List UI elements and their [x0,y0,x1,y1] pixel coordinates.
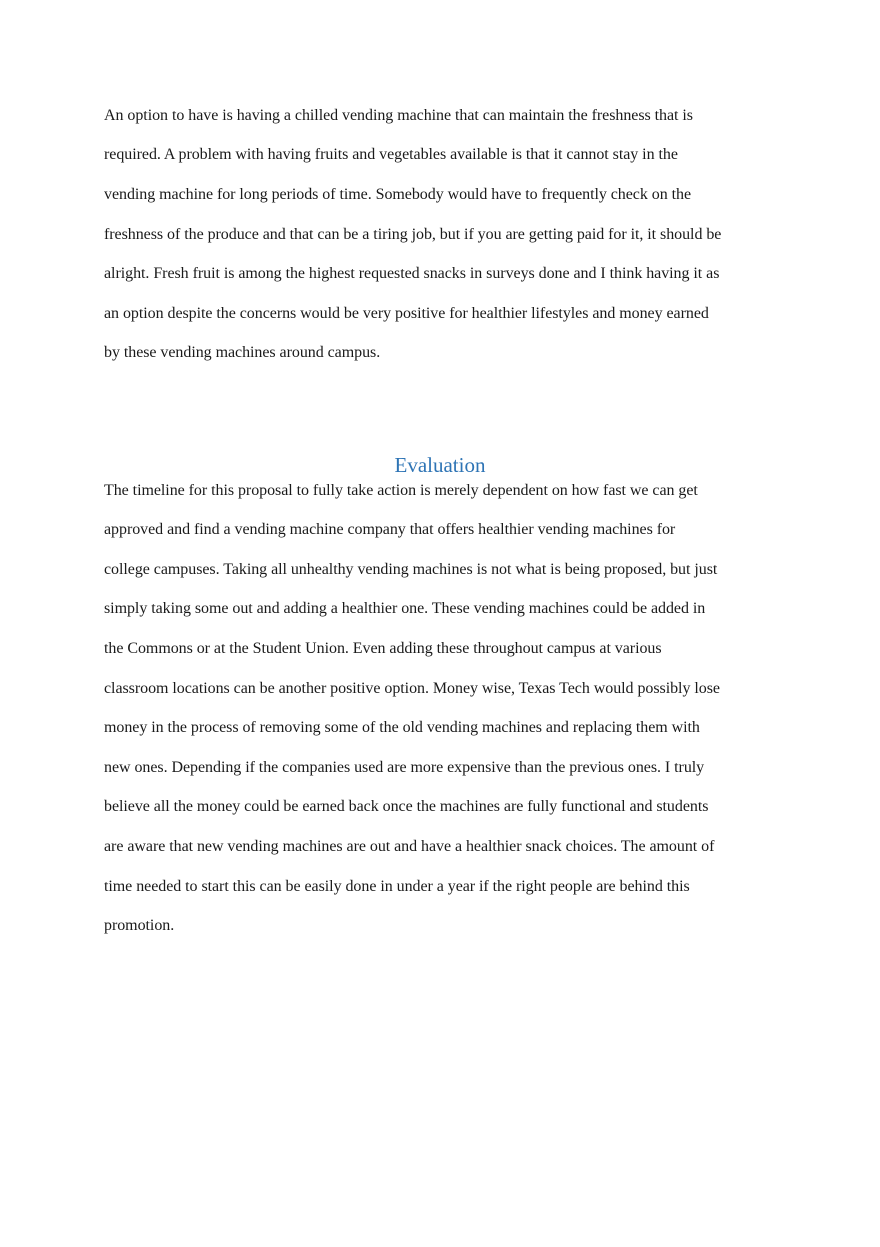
section-heading-evaluation: Evaluation [394,453,486,477]
paragraph-line: simply taking some out and adding a healthier one. These vending machines could be added in [104,600,706,617]
paragraph-line: vending machine for long periods of time. Somebody would have to frequently check on the [104,186,692,203]
paragraph-line: by these vending machines around campus. [104,344,381,361]
paragraph-line: required. A problem with having fruits and vegetables available is that it cannot stay in the [104,146,678,163]
paragraph-line: are aware that new vending machines are out and have a healthier snack choices. The amount of [104,838,715,855]
paragraph-line: the Commons or at the Student Union. Even adding these throughout campus at various [104,640,662,657]
paragraph-line: freshness of the produce and that can be a tiring job, but if you are getting paid for it, it should be [104,226,722,243]
paragraph-line: approved and find a vending machine company that offers healthier vending machines for [104,521,676,538]
paragraph-line: time needed to start this can be easily done in under a year if the right people are behind this [104,878,690,895]
paragraph-line: believe all the money could be earned back once the machines are fully functional and students [104,798,709,815]
paragraph-line: promotion. [104,917,175,934]
paragraph-line: An option to have is having a chilled vending machine that can maintain the freshness that is [104,107,693,124]
paragraph-line: college campuses. Taking all unhealthy vending machines is not what is being proposed, but just [104,561,718,578]
paragraph-line: an option despite the concerns would be very positive for healthier lifestyles and money earned [104,305,709,322]
paragraph-line: money in the process of removing some of the old vending machines and replacing them with [104,719,700,736]
paragraph-line: alright. Fresh fruit is among the highest requested snacks in surveys done and I think having it as [104,265,720,282]
paragraph-line: The timeline for this proposal to fully take action is merely dependent on how fast we can get [104,482,698,499]
paragraph-line: classroom locations can be another positive option. Money wise, Texas Tech would possibly lose [104,680,720,697]
paragraph-line: new ones. Depending if the companies used are more expensive than the previous ones. I truly [104,759,705,776]
